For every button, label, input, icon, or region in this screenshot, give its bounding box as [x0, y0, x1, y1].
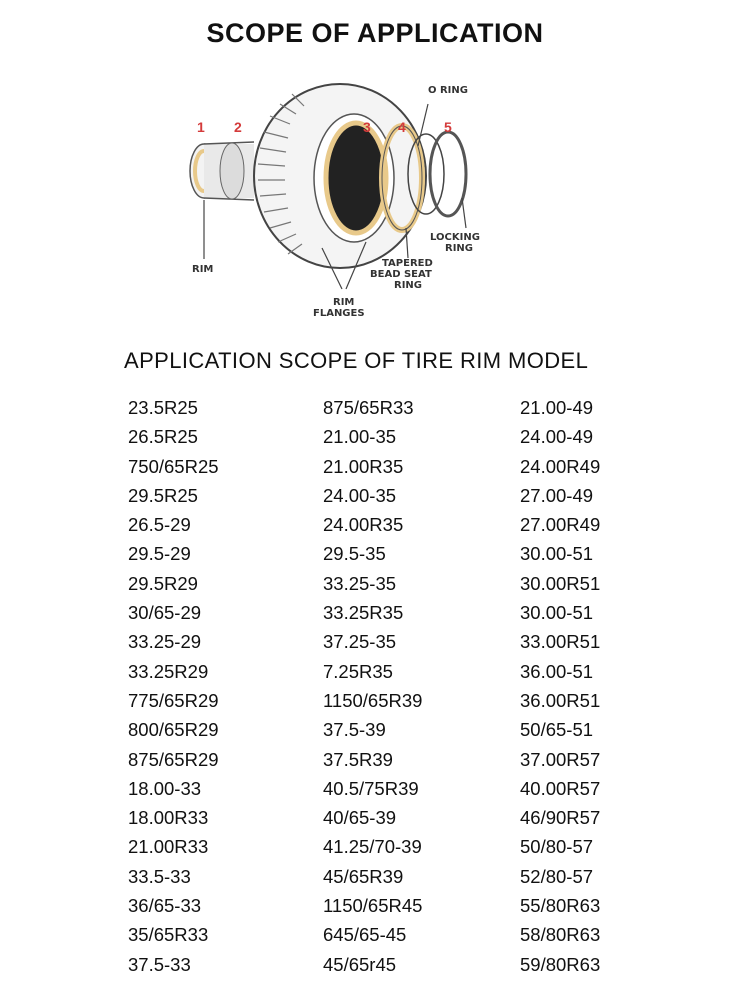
- rim-model-item: 18.00-33: [128, 777, 202, 799]
- rim-model-item: 40.00R57: [520, 777, 601, 799]
- rim-model-item: 45/65R39: [323, 865, 404, 887]
- rim-model-item: 33.5-33: [128, 865, 191, 887]
- rim-model-item: 33.25R29: [128, 660, 209, 682]
- tire: [254, 84, 426, 268]
- rim-model-item: 30/65-29: [128, 602, 202, 624]
- rim-model-item: 52/80-57: [520, 865, 594, 887]
- rim-model-item: 37.5-33: [128, 953, 191, 975]
- locking-ring-part: [430, 132, 466, 216]
- rim-model-item: 24.00R35: [323, 514, 404, 536]
- label-rim-flanges: FLANGES: [313, 308, 365, 319]
- rim-model-item: 1150/65R45: [323, 895, 423, 917]
- rim-model-item: 645/65-45: [323, 924, 407, 946]
- rim-model-item: 24.00-35: [323, 484, 397, 506]
- rim-model-item: 30.00R51: [520, 572, 601, 594]
- rim-model-item: 24.00-49: [520, 426, 594, 448]
- rim-model-item: 40/65-39: [323, 807, 397, 829]
- rim-model-item: 35/65R33: [128, 924, 209, 946]
- rim-model-item: 45/65r45: [323, 953, 397, 975]
- part-number-3: 3: [363, 119, 371, 135]
- rim-model-item: 30.00-51: [520, 543, 594, 565]
- rim-model-item: 33.25-29: [128, 631, 202, 653]
- rim-model-item: 7.25R35: [323, 660, 393, 682]
- rim-model-item: 18.00R33: [128, 807, 209, 829]
- part-number-4: 4: [398, 119, 406, 135]
- rim-model-item: 55/80R63: [520, 895, 601, 917]
- rim-exploded-view: [170, 76, 510, 326]
- rim-assembly-diagram: [170, 76, 510, 326]
- rim-model-item: 23.5R25: [128, 397, 198, 418]
- rim-model-item: 21.00R35: [323, 455, 404, 477]
- label-tapered: TAPERED: [382, 258, 433, 269]
- model-column-2: [323, 393, 513, 979]
- rim-model-item: 37.25-35: [323, 631, 397, 653]
- rim-model-item: 875/65R29: [128, 748, 219, 770]
- label-bead-seat-ring: RING: [394, 280, 422, 291]
- rim-model-item: 36.00R51: [520, 689, 601, 711]
- rim-model-item: 750/65R25: [128, 455, 219, 477]
- page-title: SCOPE OF APPLICATION: [206, 18, 544, 48]
- rim-model-item: 50/80-57: [520, 836, 594, 858]
- section-title: APPLICATION SCOPE OF TIRE RIM MODEL: [124, 348, 589, 373]
- label-bead-seat: BEAD SEAT: [370, 269, 432, 280]
- label-o-ring: O RING: [428, 85, 468, 96]
- rim-model-item: 37.5-39: [323, 719, 386, 741]
- model-column-1: [128, 393, 318, 979]
- rim-model-item: 36.00-51: [520, 660, 594, 682]
- rim-model-item: 27.00R49: [520, 514, 601, 536]
- rim-model-item: 21.00R33: [128, 836, 209, 858]
- rim-model-item: 775/65R29: [128, 689, 219, 711]
- rim-model-item: 29.5R25: [128, 484, 198, 506]
- rim-model-item: 26.5R25: [128, 426, 198, 448]
- rim-model-item: 24.00R49: [520, 455, 601, 477]
- rim-model-item: 875/65R33: [323, 397, 414, 418]
- rim-model-item: 50/65-51: [520, 719, 594, 741]
- rim-model-item: 37.00R57: [520, 748, 601, 770]
- part-number-1: 1: [197, 119, 205, 135]
- rim-model-item: 36/65-33: [128, 895, 202, 917]
- rim-model-item: 29.5-29: [128, 543, 191, 565]
- label-locking-ring: RING: [445, 243, 473, 254]
- model-column-3: [520, 393, 710, 979]
- rim-model-item: 26.5-29: [128, 514, 191, 536]
- label-rim: RIM: [192, 264, 214, 275]
- rim-part: [190, 142, 254, 200]
- rim-model-item: 33.25R35: [323, 602, 404, 624]
- rim-model-item: 29.5-35: [323, 543, 386, 565]
- rim-model-item: 41.25/70-39: [323, 836, 422, 858]
- rim-model-item: 30.00-51: [520, 602, 594, 624]
- rim-model-item: 40.5/75R39: [323, 777, 419, 799]
- part-number-5: 5: [444, 119, 452, 135]
- rim-model-item: 33.25-35: [323, 572, 397, 594]
- rim-model-item: 37.5R39: [323, 748, 393, 770]
- rim-model-item: 21.00-35: [323, 426, 397, 448]
- rim-model-item: 59/80R63: [520, 953, 601, 975]
- rim-model-item: 27.00-49: [520, 484, 594, 506]
- rim-model-item: 58/80R63: [520, 924, 601, 946]
- rim-model-item: 29.5R29: [128, 572, 198, 594]
- label-locking: LOCKING: [430, 232, 480, 243]
- rim-model-item: 21.00-49: [520, 397, 594, 418]
- part-number-2: 2: [234, 119, 242, 135]
- rim-model-item: 1150/65R39: [323, 689, 423, 711]
- rim-model-item: 33.00R51: [520, 631, 601, 653]
- label-rim-flanges-rim: RIM: [333, 297, 355, 308]
- rim-model-item: 800/65R29: [128, 719, 219, 741]
- rim-model-item: 46/90R57: [520, 807, 601, 829]
